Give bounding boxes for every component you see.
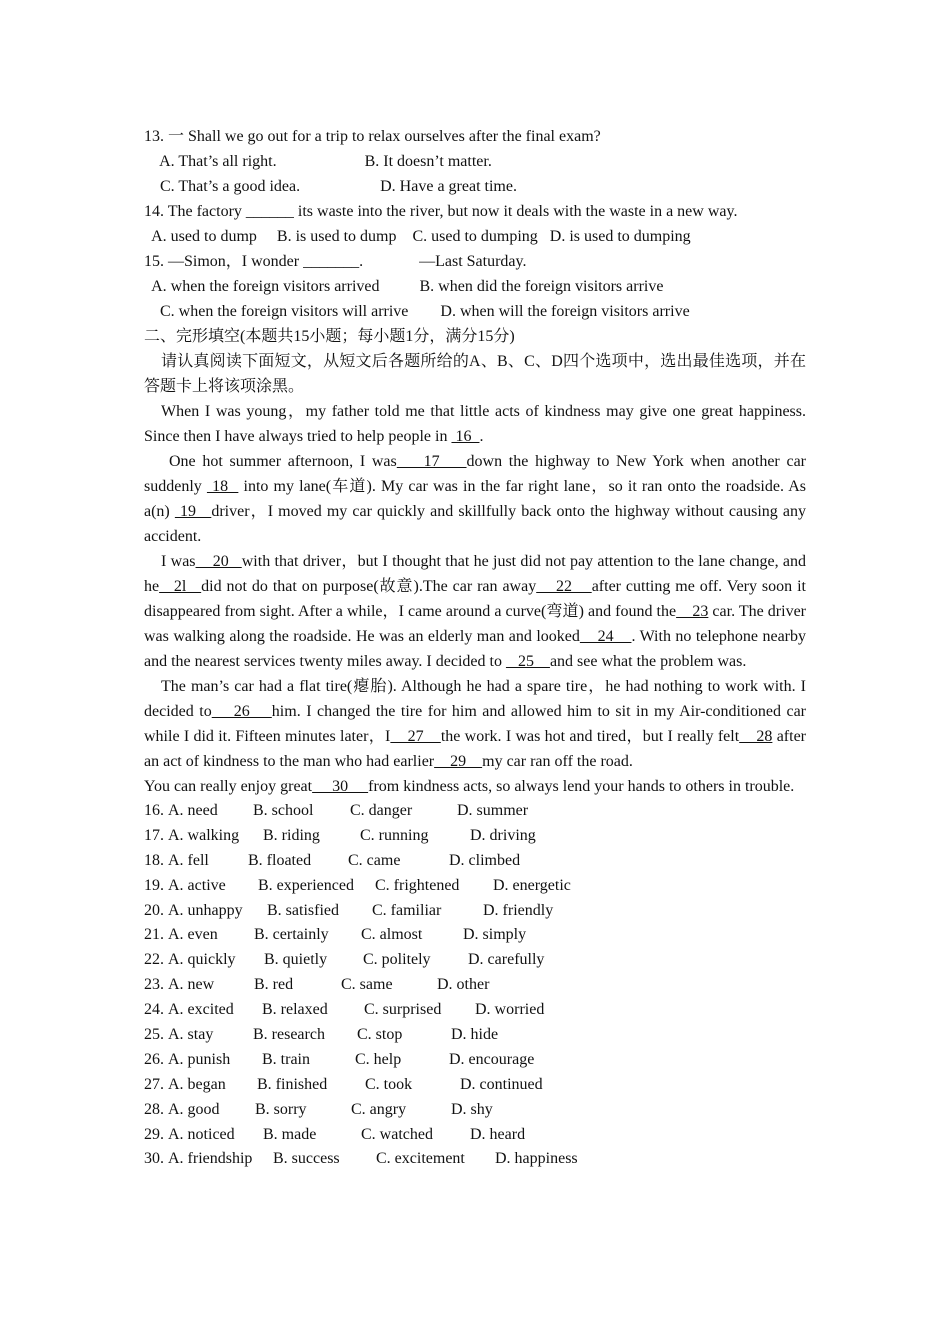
option-b: B. sorry bbox=[255, 1100, 307, 1118]
question-15 bbox=[144, 249, 806, 324]
option-row-26 bbox=[144, 1048, 806, 1073]
question-stem: 13. 一 Shall we go out for a trip to relax ourselves after the final exam? bbox=[144, 128, 601, 145]
option-b: B. satisfied bbox=[267, 901, 339, 919]
blank-24: 24 bbox=[579, 628, 632, 645]
option-b: B. success bbox=[273, 1150, 340, 1168]
option-number: 21. bbox=[144, 926, 164, 944]
option-row-21 bbox=[144, 923, 806, 948]
option-a: A. even bbox=[168, 926, 218, 944]
option-b: B. train bbox=[262, 1050, 310, 1068]
option-d: D. heard bbox=[470, 1125, 526, 1143]
blank-18: 18 bbox=[206, 478, 239, 495]
option-a: A. noticed bbox=[168, 1125, 235, 1143]
blank-28: 28 bbox=[739, 728, 773, 745]
option-c: C. surprised bbox=[364, 1001, 442, 1019]
blank-20: 20 bbox=[195, 553, 242, 570]
option-d: D. simply bbox=[463, 926, 527, 944]
option-number: 29. bbox=[144, 1125, 164, 1143]
option-row-16 bbox=[144, 799, 806, 824]
option-d: D. happiness bbox=[495, 1150, 578, 1168]
option-row-18 bbox=[144, 849, 806, 874]
option-row-24 bbox=[144, 998, 806, 1023]
passage-text: after cutting me off. Very soon it disappeared from sight. After a while，I came around a curve(弯道) and found the bbox=[144, 578, 806, 620]
option-number: 28. bbox=[144, 1100, 164, 1118]
question-14 bbox=[144, 199, 806, 249]
option-a: A. quickly bbox=[168, 951, 236, 969]
blank-30: 30 bbox=[312, 778, 369, 795]
passage-text: driver，I moved my car quickly and skillfully back onto the highway without causing any accident. bbox=[144, 503, 807, 545]
option-a: A. friendship bbox=[168, 1150, 253, 1168]
question-options-line: A. used to dump B. is used to dump C. used to dumping D. is used to dumping bbox=[144, 228, 691, 245]
option-b: B. relaxed bbox=[262, 1001, 328, 1019]
option-number: 30. bbox=[144, 1150, 164, 1168]
option-c: C. watched bbox=[361, 1125, 433, 1143]
passage-text: with that driver，but I thought that he just did not pay attention to the lane change, and he bbox=[144, 553, 806, 595]
question-options-line: C. when the foreign visitors will arrive D. when will the foreign visitors arrive bbox=[144, 303, 690, 320]
section-heading: 二、完形填空(本题共15小题；每小题1分，满分15分) bbox=[144, 328, 515, 345]
option-d: D. other bbox=[437, 976, 490, 994]
option-number: 18. bbox=[144, 851, 164, 869]
option-row-29 bbox=[144, 1123, 806, 1148]
option-a: A. excited bbox=[168, 1001, 234, 1019]
option-number: 23. bbox=[144, 976, 164, 994]
option-c: C. angry bbox=[351, 1100, 407, 1118]
option-c: C. running bbox=[360, 826, 429, 844]
passage-text: and see what the problem was. bbox=[549, 653, 747, 670]
option-d: D. encourage bbox=[449, 1050, 535, 1068]
option-a: A. need bbox=[168, 802, 218, 819]
option-b: B. made bbox=[263, 1125, 317, 1143]
passage-paragraph-4 bbox=[144, 674, 806, 774]
option-c: C. excitement bbox=[376, 1150, 465, 1168]
option-row-22 bbox=[144, 948, 806, 973]
passage-text: . With no telephone nearby and the nearest services twenty miles away. I decided to bbox=[144, 628, 807, 670]
blank-17: 17 bbox=[396, 453, 467, 470]
blank-26: 26 bbox=[211, 703, 272, 720]
passage-text: the work. I was hot and tired，but I really felt bbox=[440, 728, 740, 745]
passage-text: down the highway to New York when another car suddenly bbox=[144, 453, 806, 495]
question-stem: 14. The factory ______ its waste into the river, but now it deals with the waste in a new way. bbox=[144, 203, 738, 220]
option-a: A. stay bbox=[168, 1026, 214, 1044]
passage-text: into my lane(车道). My car was in the far right lane，so it ran onto the roadside. As a(n) bbox=[144, 478, 807, 520]
blank-25: 25 bbox=[505, 653, 550, 670]
passage-paragraph-1 bbox=[144, 399, 806, 449]
option-number: 16. bbox=[144, 802, 164, 819]
exam-page bbox=[144, 124, 806, 1172]
option-c: C. familiar bbox=[372, 901, 442, 919]
option-number: 26. bbox=[144, 1050, 164, 1068]
option-row-30 bbox=[144, 1147, 806, 1172]
option-b: B. certainly bbox=[254, 926, 329, 944]
option-b: B. red bbox=[254, 976, 294, 994]
option-b: B. school bbox=[253, 802, 314, 819]
passage-text: One hot summer afternoon, I was bbox=[169, 453, 397, 470]
option-b: B. finished bbox=[257, 1075, 328, 1093]
option-number: 24. bbox=[144, 1001, 164, 1019]
option-a: A. began bbox=[168, 1075, 226, 1093]
passage-text: . bbox=[479, 428, 484, 445]
option-c: C. politely bbox=[363, 951, 431, 969]
option-c: C. stop bbox=[357, 1026, 403, 1044]
option-row-27 bbox=[144, 1073, 806, 1098]
option-d: D. climbed bbox=[449, 851, 521, 869]
option-d: D. worried bbox=[475, 1001, 545, 1019]
option-a: A. punish bbox=[168, 1050, 231, 1068]
option-c: C. danger bbox=[350, 802, 413, 819]
blank-23: 23 bbox=[676, 603, 709, 620]
option-c: C. took bbox=[365, 1075, 413, 1093]
question-13 bbox=[144, 124, 806, 199]
option-d: D. carefully bbox=[468, 951, 545, 969]
option-row-20 bbox=[144, 899, 806, 924]
option-b: B. research bbox=[253, 1026, 325, 1044]
option-number: 19. bbox=[144, 876, 164, 894]
passage-paragraph-5 bbox=[144, 774, 806, 799]
option-b: B. floated bbox=[248, 851, 312, 869]
option-number: 25. bbox=[144, 1026, 164, 1044]
option-c: C. frightened bbox=[375, 876, 460, 894]
passage-text: after an act of kindness to the man who had earlier bbox=[144, 728, 806, 770]
option-d: D. continued bbox=[460, 1075, 543, 1093]
option-row-28 bbox=[144, 1098, 806, 1123]
blank-16: 16 bbox=[451, 428, 480, 445]
option-c: C. same bbox=[341, 976, 393, 994]
option-a: A. walking bbox=[168, 826, 240, 844]
blank-19: 19 bbox=[174, 503, 212, 520]
option-d: D. friendly bbox=[483, 901, 554, 919]
blank-22: 22 bbox=[536, 578, 592, 595]
option-c: C. came bbox=[348, 851, 401, 869]
option-b: B. experienced bbox=[258, 876, 354, 894]
passage-text: I was bbox=[161, 553, 196, 570]
option-a: A. new bbox=[168, 976, 215, 994]
passage-text: You can really enjoy great bbox=[144, 778, 313, 795]
option-d: D. hide bbox=[451, 1026, 499, 1044]
passage-text: him. I changed the tire for him and allowed him to sit in my Air-conditioned car while I did it. Fifteen minutes later，I bbox=[144, 703, 806, 745]
option-d: D. energetic bbox=[493, 876, 571, 894]
question-options-line: A. That’s all right. B. It doesn’t matter. bbox=[144, 153, 492, 170]
option-a: A. fell bbox=[168, 851, 209, 869]
option-row-25 bbox=[144, 1023, 806, 1048]
option-row-23 bbox=[144, 973, 806, 998]
passage-text: car. The driver was walking along the roadside. He was an elderly man and looked bbox=[144, 603, 807, 645]
question-stem: 15. —Simon，I wonder _______. —Last Saturday. bbox=[144, 253, 527, 270]
passage-text: did not do that on purpose(故意).The car ran away bbox=[201, 578, 537, 595]
passage-text: When I was young，my father told me that little acts of kindness may give one great happiness. Since then I have always tried to help people in bbox=[144, 403, 806, 445]
option-a: A. good bbox=[168, 1100, 220, 1118]
passage-paragraph-2 bbox=[144, 449, 806, 549]
section-instruction: 请认真阅读下面短文，从短文后各题所给的A、B、C、D四个选项中，选出最佳选项，并在答题卡上将该项涂黑。 bbox=[144, 353, 806, 395]
question-options-line: A. when the foreign visitors arrived B. when did the foreign visitors arrive bbox=[144, 278, 664, 295]
passage-paragraph-3 bbox=[144, 549, 806, 674]
blank-29: 29 bbox=[434, 753, 483, 770]
option-c: C. help bbox=[355, 1050, 402, 1068]
option-d: D. driving bbox=[470, 826, 536, 844]
option-a: A. unhappy bbox=[168, 901, 243, 919]
option-number: 20. bbox=[144, 901, 164, 919]
passage-text: The man’s car had a flat tire(瘪胎). Although he had a spare tire，he had nothing to work with. I decided to bbox=[144, 678, 806, 720]
passage-text: my car ran off the road. bbox=[482, 753, 633, 770]
option-b: B. quietly bbox=[264, 951, 328, 969]
option-row-19 bbox=[144, 874, 806, 899]
option-number: 17. bbox=[144, 826, 164, 844]
question-options-line: C. That’s a good idea. D. Have a great time. bbox=[144, 178, 517, 195]
blank-21: 2l bbox=[159, 578, 202, 595]
cloze-options bbox=[144, 799, 806, 1172]
passage-text: from kindness acts, so always lend your hands to others in trouble. bbox=[368, 778, 795, 795]
option-d: D. summer bbox=[457, 802, 529, 819]
option-b: B. riding bbox=[263, 826, 320, 844]
option-row-17 bbox=[144, 824, 806, 849]
blank-27: 27 bbox=[390, 728, 441, 745]
option-c: C. almost bbox=[361, 926, 423, 944]
option-a: A. active bbox=[168, 876, 226, 894]
option-number: 27. bbox=[144, 1075, 164, 1093]
option-d: D. shy bbox=[451, 1100, 493, 1118]
option-number: 22. bbox=[144, 951, 164, 969]
